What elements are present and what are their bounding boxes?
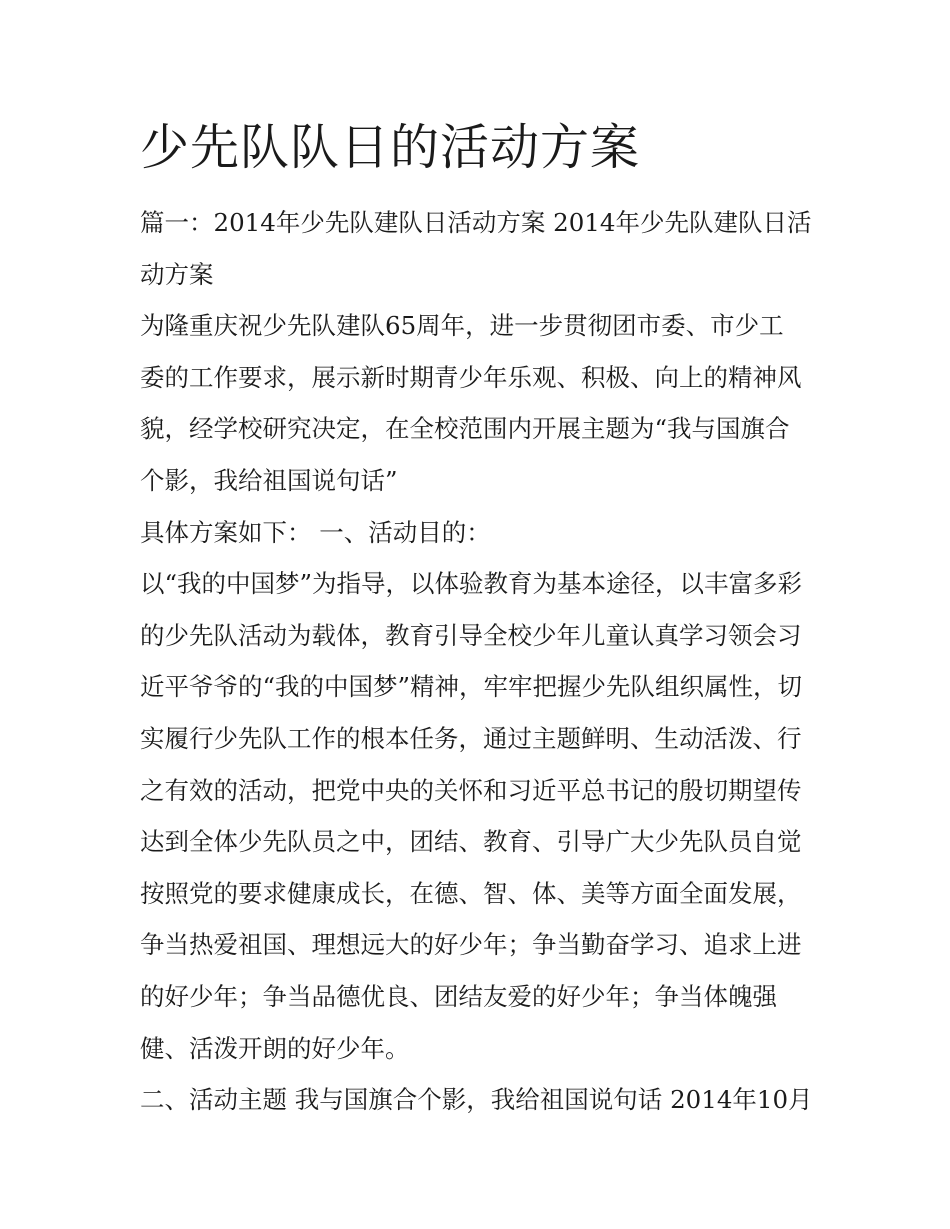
text-line: 为隆重庆祝少先队建队65周年，进一步贯彻团市委、市少工 bbox=[140, 311, 784, 341]
text-line: 以“我的中国梦”为指导，以体验教育为基本途径，以丰富多彩 bbox=[140, 569, 803, 599]
text-line: 貌，经学校研究决定，在全校范围内开展主题为“我与国旗合 bbox=[140, 414, 790, 444]
text-line: 达到全体少先队员之中，团结、教育、引导广大少先队员自觉 bbox=[140, 827, 802, 857]
text-line: 健、活泼开朗的好少年。 bbox=[140, 1033, 410, 1063]
text-line: 二、活动主题 我与国旗合个影，我给祖国说句话 2014年10月 bbox=[140, 1085, 813, 1115]
text-line: 之有效的活动，把党中央的关怀和习近平总书记的殷切期望传 bbox=[140, 775, 802, 805]
text-line: 的少先队活动为载体，教育引导全校少年儿童认真学习领会习 bbox=[140, 620, 802, 650]
document-title: 少先队队日的活动方案 bbox=[140, 119, 641, 176]
document-body bbox=[140, 197, 820, 1126]
text-line: 的好少年；争当品德优良、团结友爱的好少年；争当体魄强 bbox=[140, 981, 777, 1011]
text-line: 动方案 bbox=[140, 259, 214, 289]
text-line: 个影，我给祖国说句话” bbox=[140, 465, 398, 495]
text-line: 具体方案如下： 一、活动目的： bbox=[140, 517, 491, 547]
text-line: 按照党的要求健康成长，在德、智、体、美等方面全面发展， bbox=[140, 878, 802, 908]
text-line: 实履行少先队工作的根本任务，通过主题鲜明、生动活泼、行 bbox=[140, 723, 802, 753]
text-line: 争当热爱祖国、理想远大的好少年；争当勤奋学习、追求上进 bbox=[140, 930, 802, 960]
text-line: 近平爷爷的“我的中国梦”精神，牢牢把握少先队组织属性，切 bbox=[140, 672, 803, 702]
text-line: 篇一：2014年少先队建队日活动方案 2014年少先队建队日活 bbox=[140, 208, 812, 237]
text-line: 委的工作要求，展示新时期青少年乐观、积极、向上的精神风 bbox=[140, 362, 802, 392]
